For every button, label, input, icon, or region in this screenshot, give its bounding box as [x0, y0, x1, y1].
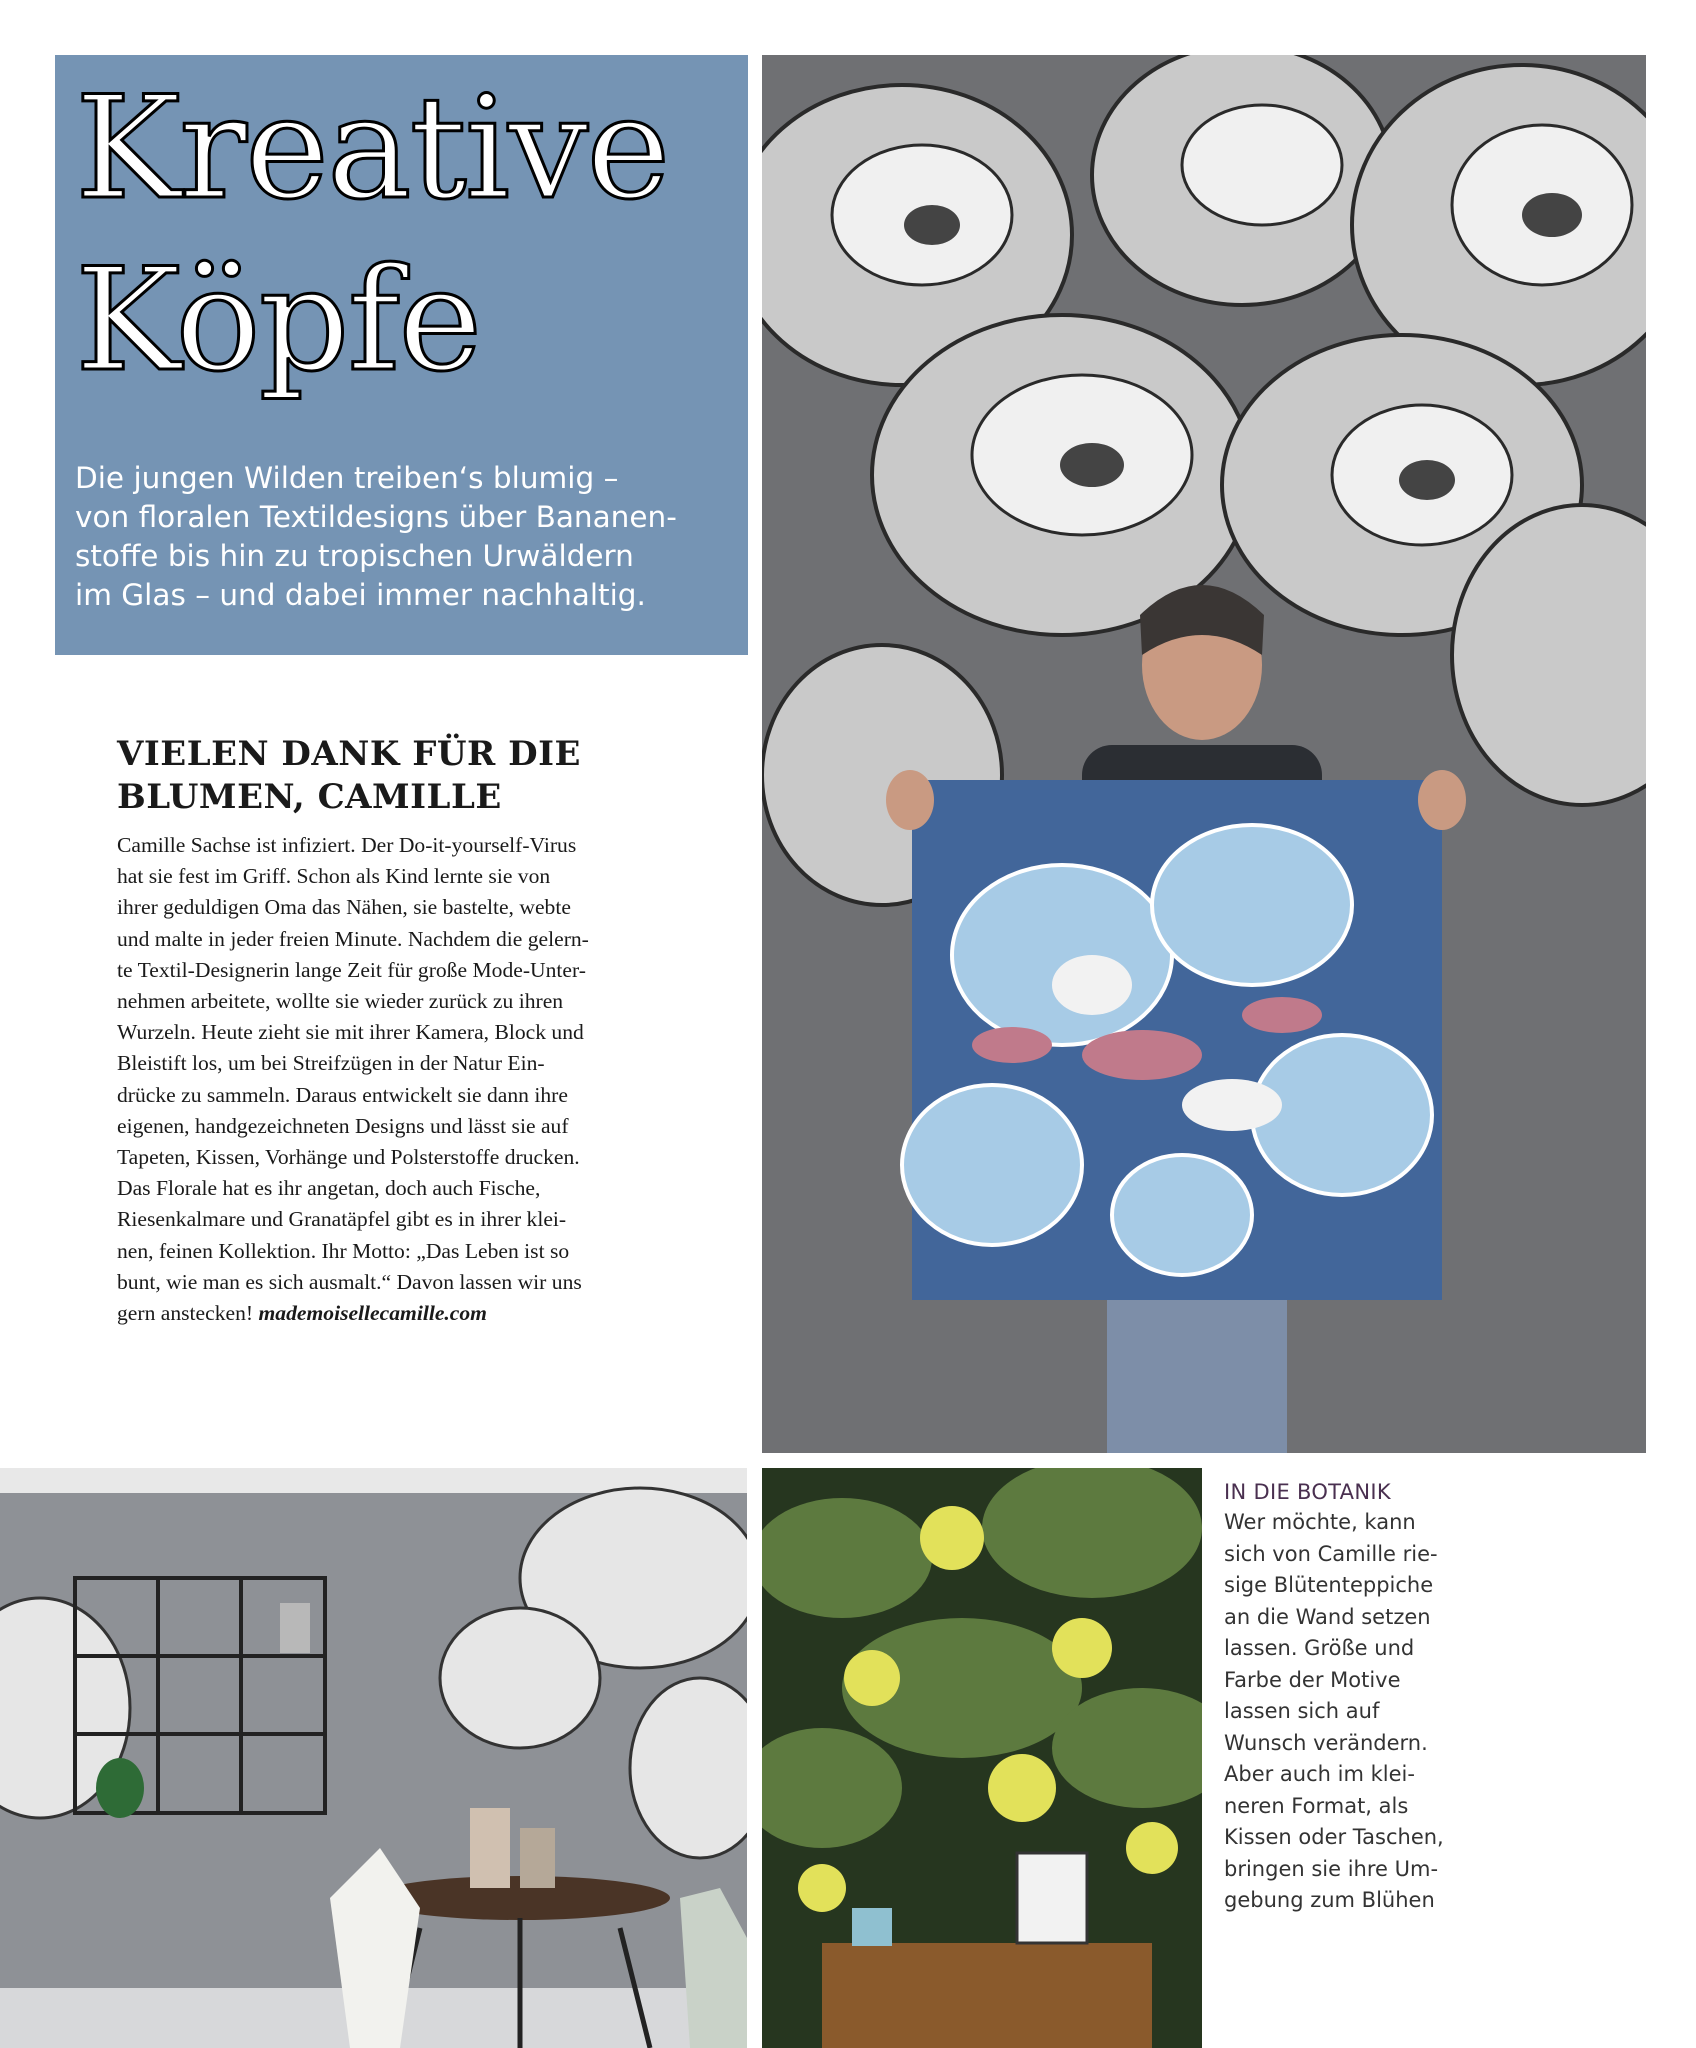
caption-title: IN DIE BOTANIK [1224, 1480, 1391, 1504]
article-heading: VIELEN DANK FÜR DIE BLUMEN, CAMILLE [117, 734, 581, 817]
article-body [117, 830, 757, 1329]
caption-text: Wer möchte, kann sich von Camille rie- sige Blütenteppiche an die Wand setzen lassen. Größe und Farbe der Motive lassen sich auf Wunsch verändern. Aber auch im klei- neren Format, als Kissen oder Taschen, bringen sie ihre Um- gebung zum Blühen [1224, 1510, 1444, 1912]
botanic-photo [762, 1468, 1202, 2048]
title-box [55, 55, 748, 655]
main-photo-designer [762, 55, 1646, 1453]
intro-text: Die jungen Wilden treiben‘s blumig – von floralen Textildesigns über Bananen- stoffe bis hin zu tropischen Urwäldern im Glas – und dabei immer nachhaltig. [75, 461, 677, 612]
article-body-text: Camille Sachse ist infiziert. Der Do-it-yourself-Virus hat sie fest im Griff. Schon als Kind lernte sie von ihrer geduldigen Oma das Nähen, sie bastelte, webte und malte in jeder freien Minute. Nachdem die gelern- te Textil-Designerin lange Zeit für große Mode-Unter- nehmen arbeitete, wollte sie wieder zurück zu ihren Wurzeln. Heute zieht sie mit ihrer Kamera, Block und Bleistift los, um bei Streifzügen in der Natur Ein- drücke zu sammeln. Daraus entwickelt sie dann ihre eigenen, handgezeichneten Designs und lässt sie auf Tapeten, Kissen, Vorhänge und Polsterstoffe drucken. Das Florale hat es ihr angetan, doch auch Fische, Riesenkalmare und Granatäpfel gibt es in ihrer klei- nen, feinen Kollektion. Ihr Motto: „Das Leben ist so bunt, wie man es sich ausmalt.“ Davon lassen wir uns gern anstecken! [117, 833, 589, 1326]
headline: Kreative Köpfe [75, 66, 669, 403]
interior-photo [0, 1468, 747, 2048]
website-link[interactable]: mademoisellecamille.com [258, 1301, 487, 1326]
